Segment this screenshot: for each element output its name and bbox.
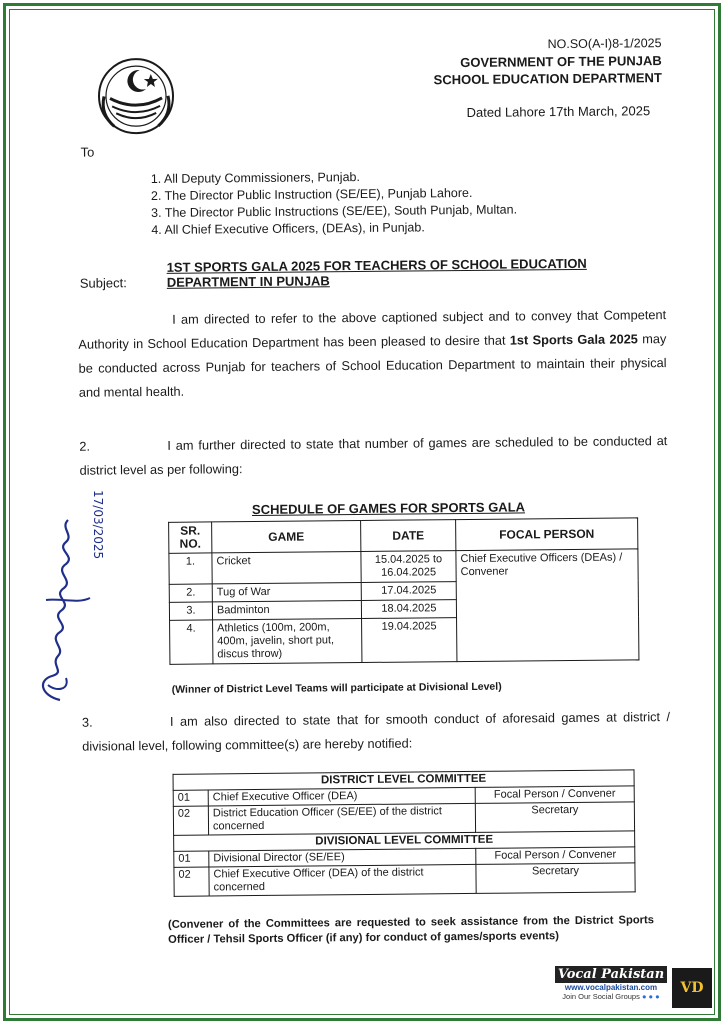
row-date: 15.04.2025 to 16.04.2025 bbox=[361, 551, 456, 583]
committee-table bbox=[173, 769, 636, 896]
signature-date: 17/03/2025 bbox=[91, 490, 105, 560]
member-name: Chief Executive Officer (DEA) bbox=[208, 787, 475, 806]
schedule-title: SCHEDULE OF GAMES FOR SPORTS GALA bbox=[251, 499, 526, 518]
table-row bbox=[173, 802, 634, 835]
row-date: 17.04.2025 bbox=[361, 582, 456, 601]
table-header-row bbox=[169, 518, 638, 554]
to-label: To bbox=[80, 144, 95, 160]
paragraph-3-text: I am also directed to state that for smooth conduct of aforesaid games at district / divisional level, following committee(s) are hereby notified: bbox=[82, 709, 671, 754]
punjab-government-emblem-icon bbox=[96, 56, 177, 137]
member-role: Focal Person / Convener bbox=[476, 847, 635, 865]
paragraph-1-text-end: may be conducted across Punjab for teachers of School Education Department to maintain their physical and mental health. bbox=[78, 331, 667, 400]
paragraph-1-text: I am directed to refer to the above captioned subject and to convey that Competent Authority in School Education Department has been pleased to desire that bbox=[78, 307, 667, 352]
row-sr: 2. bbox=[169, 584, 212, 602]
letter-header bbox=[399, 35, 661, 89]
paragraph-3-number: 3. bbox=[81, 714, 93, 730]
member-name: District Education Officer (SE/EE) of the district concerned bbox=[208, 803, 475, 835]
row-game: Athletics (100m, 200m, 400m, javelin, short put, discus throw) bbox=[213, 618, 362, 663]
member-role: Secretary bbox=[475, 802, 634, 833]
row-date: 19.04.2025 bbox=[362, 618, 457, 663]
recipients-list bbox=[151, 167, 592, 239]
column-header-focal-person: FOCAL PERSON bbox=[456, 518, 638, 551]
member-role: Focal Person / Convener bbox=[475, 786, 634, 804]
winner-note: (Winner of District Level Teams will participate at Divisional Level) bbox=[171, 680, 502, 696]
watermark-url: www.vocalpakistan.com bbox=[564, 983, 658, 992]
social-icons: ● ● ● bbox=[641, 992, 660, 1001]
row-game: Tug of War bbox=[212, 583, 361, 602]
paragraph-1 bbox=[78, 303, 667, 405]
letter-page bbox=[9, 11, 713, 1012]
convener-note: (Convener of the Committees are requested to seek assistance from the District Sports Officer / Tehsil Sports Officer (if any) for conduct of games/sports events) bbox=[167, 914, 654, 946]
government-name: GOVERNMENT OF THE PUNJAB bbox=[460, 53, 662, 71]
member-number: 01 bbox=[173, 790, 208, 806]
table-row bbox=[174, 863, 635, 896]
table-row bbox=[169, 549, 638, 585]
recipient-item: 3. The Director Public Instructions (SE/EE), South Punjab, Multan. bbox=[151, 202, 518, 221]
paragraph-2 bbox=[79, 429, 667, 483]
reference-number: NO.SO(A-I)8-1/2025 bbox=[547, 36, 662, 52]
member-number: 02 bbox=[173, 806, 208, 835]
row-game: Badminton bbox=[212, 601, 361, 620]
column-header-sr: SR. NO. bbox=[169, 522, 212, 553]
column-header-game: GAME bbox=[212, 521, 361, 553]
recipient-item: 4. All Chief Executive Officers, (DEAs), in Punjab. bbox=[151, 220, 425, 237]
games-schedule-table bbox=[168, 517, 639, 665]
row-sr: 4. bbox=[170, 620, 213, 664]
member-name: Divisional Director (SE/EE) bbox=[209, 848, 476, 867]
member-name: Chief Executive Officer (DEA) of the district concerned bbox=[209, 864, 476, 896]
divisional-committee-title: DIVISIONAL LEVEL COMMITTEE bbox=[174, 831, 635, 851]
focal-person-cell: Chief Executive Officers (DEAs) / Convener bbox=[456, 549, 639, 662]
watermark-social-text: Join Our Social Groups bbox=[562, 992, 640, 1001]
subject-text: 1ST SPORTS GALA 2025 FOR TEACHERS OF SCHOOL EDUCATION DEPARTMENT IN PUNJAB bbox=[166, 255, 587, 290]
handwritten-signature bbox=[20, 480, 110, 710]
row-sr: 1. bbox=[169, 553, 212, 584]
member-role: Secretary bbox=[476, 863, 635, 894]
paragraph-1-bold: 1st Sports Gala 2025 bbox=[509, 331, 638, 348]
letter-date: Dated Lahore 17th March, 2025 bbox=[466, 103, 651, 120]
row-date: 18.04.2025 bbox=[361, 600, 456, 619]
paragraph-2-text: I am further directed to state that number of games are scheduled to be conducted at district level as per following: bbox=[79, 433, 668, 478]
watermark-social bbox=[552, 992, 670, 1001]
paragraph-3 bbox=[82, 705, 670, 759]
recipient-item: 1. All Deputy Commissioners, Punjab. bbox=[150, 169, 360, 187]
paragraph-2-number: 2. bbox=[79, 438, 91, 454]
member-number: 01 bbox=[174, 851, 209, 867]
subject-label: Subject: bbox=[79, 275, 127, 291]
watermark-title: Vocal Pakistan bbox=[555, 966, 667, 983]
column-header-date: DATE bbox=[361, 520, 456, 552]
district-committee-title: DISTRICT LEVEL COMMITTEE bbox=[173, 770, 634, 790]
vd-logo-badge: VD bbox=[672, 968, 712, 1008]
department-name: SCHOOL EDUCATION DEPARTMENT bbox=[433, 70, 662, 88]
vocal-pakistan-watermark bbox=[552, 965, 670, 1015]
recipient-item: 2. The Director Public Instruction (SE/EE), Punjab Lahore. bbox=[150, 185, 473, 204]
row-sr: 3. bbox=[169, 602, 212, 620]
member-number: 02 bbox=[174, 867, 209, 896]
row-game: Cricket bbox=[212, 552, 361, 584]
